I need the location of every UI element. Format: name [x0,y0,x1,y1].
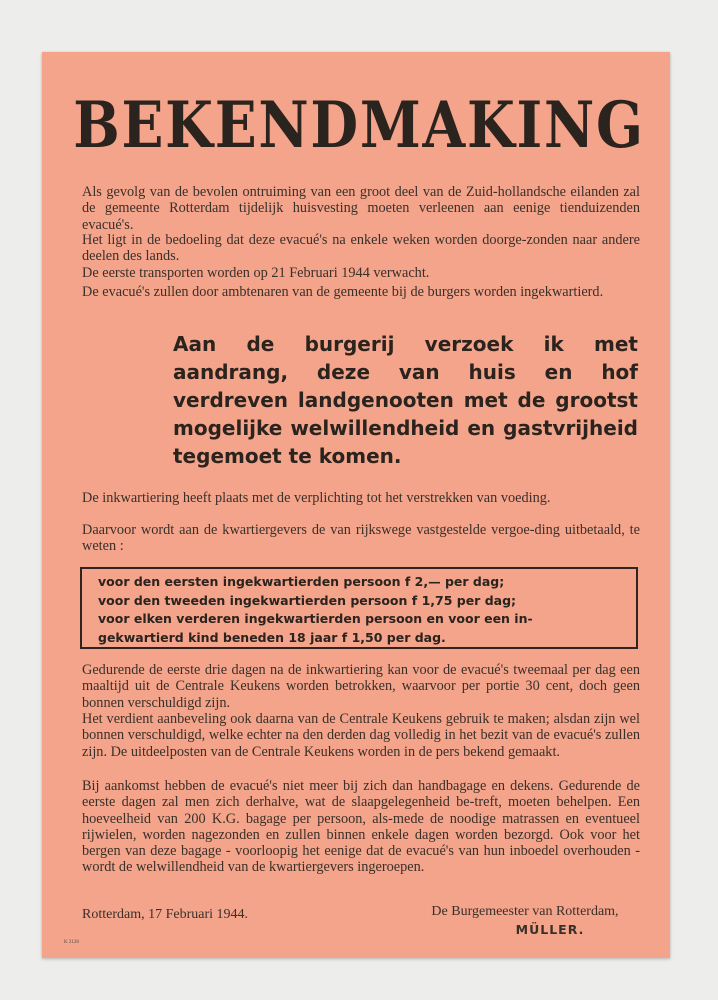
paragraph-food-obligation: De inkwartiering heeft plaats met de verplichting tot het verstrekken van voeding. [82,490,551,506]
poster-title: BEKENDMAKING [73,88,645,163]
paragraph-billeting: De evacué's zullen door ambtenaren van de gemeente bij de burgers worden ingekwartierd. [82,284,604,300]
paragraph-evacuation: Als gevolg van de bevolen ontruiming van een groot deel van de Zuid-hollandsche eilanden zal de gemeente Rotterdam tijdelijk huisvesting moeten verleenen aan eenige tienduizenden evacué's. [82,184,640,233]
paragraph-compensation: Daarvoor wordt aan de kwartiergevers de van rijkswege vastgestelde vergoe-ding uitbetaald, te weten : [82,522,640,555]
rate-line: voor den eersten ingekwartierden persoon f 2,— per dag; [98,574,505,589]
signatory-name: MÜLLER. [515,922,585,937]
paragraph-central-kitchens: Het verdient aanbeveling ook daarna van de Centrale Keukens gebruik te maken; alsdan zijn wel bonnen verschuldigd, welke echter na den derden dag volledig in het bezit van de evacué's zullen zijn. De uitdeelposten van de Centrale Keukens worden in de pers bekend gemaakt. [82,711,640,760]
signature-block [410,903,640,939]
compensation-rates-box [80,567,638,649]
paragraph-forwarding: Het ligt in de bedoeling dat deze evacué's na enkele weken worden doorge-zonden naar andere deelen des lands. [82,232,640,265]
paragraph-luggage: Bij aankomst hebben de evacué's niet meer bij zich dan handbagage en dekens. Gedurende de eerste dagen zal men zich derhalve, wat de slaapgelegenheid be-treft, moeten behelpen. Een hoeveelheid van 200 K.G. bagage per persoon, als-mede de noodige matrassen en eventueel rijwielen, worden nagezonden en zullen binnen enkele dagen worden bezorgd. Ook voor het bergen van deze bagage - voorloopig het eenige dat de evacué's van hun inboedel overhouden - wordt de welwillendheid van de kwartiergevers ingeroepen. [82,778,640,876]
signatory-title: De Burgemeester van Rotterdam, [431,904,619,919]
paragraph-meals: Gedurende de eerste drie dagen na de inkwartiering kan voor de evacué's tweemaal per dag een maaltijd uit de Centrale Keukens worden betrokken, waarvoor per portie 30 cent, doch geen bonnen verschuldigd zijn. [82,662,640,711]
rate-line: voor elken verderen ingekwartierden persoon en voor een in- [98,611,533,626]
rate-line: gekwartierd kind beneden 18 jaar f 1,50 per dag. [98,629,446,645]
print-mark: K 2128 [64,940,79,945]
place-date: Rotterdam, 17 Februari 1944. [82,907,249,922]
appeal-text: Aan de burgerij verzoek ik met aandrang, deze van huis en hof verdreven landgenooten met de grootst mogelijke welwillendheid en gastvrijheid tegemoet te komen. [173,332,638,468]
paragraph-first-transports: De eerste transporten worden op 21 Februari 1944 verwacht. [82,265,430,281]
rate-line: voor den tweeden ingekwartierden persoon f 1,75 per dag; [98,592,517,608]
